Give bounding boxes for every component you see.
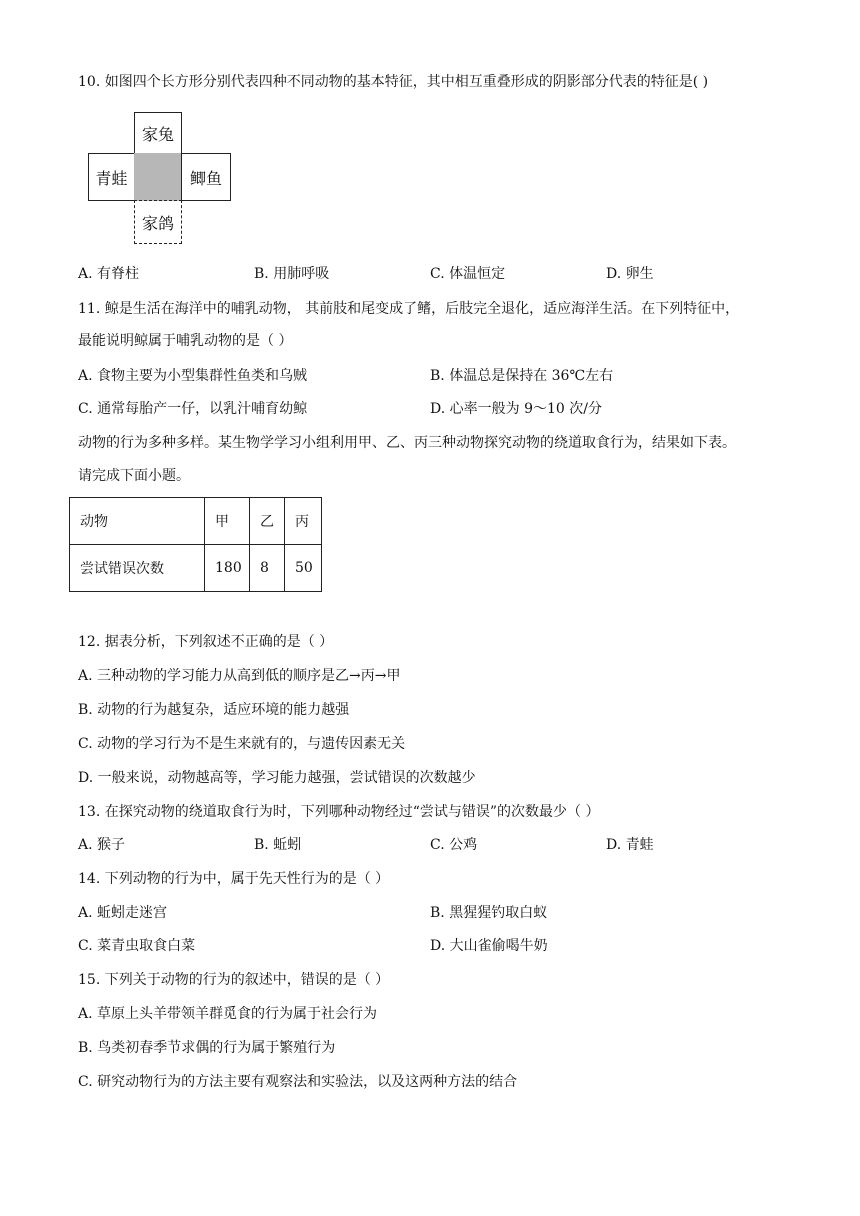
q13-option-d: D. 青蛙 (606, 837, 654, 853)
intro-line1: 动物的行为多种多样。某生物学学习小组利用甲、乙、丙三种动物探究动物的绕道取食行为，结果如下表。 (78, 435, 736, 451)
diagram-right-box: 鲫鱼 (181, 153, 231, 201)
q10-stem: 10. 如图四个长方形分别代表四种不同动物的基本特征，其中相互重叠形成的阴影部分代表的特征是( ) (78, 74, 709, 90)
table-header-cell: 丙 (285, 498, 322, 545)
diagram-bottom-box: 家鸽 (134, 200, 182, 244)
q14-option-c: C. 菜青虫取食白菜 (78, 938, 196, 954)
q12-option-d: D. 一般来说，动物越高等，学习能力越强，尝试错误的次数越少 (78, 770, 476, 786)
intro-line2: 请完成下面小题。 (78, 468, 190, 484)
q13-option-a: A. 猴子 (78, 837, 126, 853)
q10-option-a: A. 有脊柱 (78, 266, 140, 282)
q11-option-b: B. 体温总是保持在 36℃左右 (430, 368, 614, 384)
q14-stem: 14. 下列动物的行为中，属于先天性行为的是（ ） (78, 871, 390, 887)
q11-stem-line2: 最能说明鲸属于哺乳动物的是（ ） (78, 333, 293, 349)
table-header-row (70, 498, 322, 545)
table-row (70, 545, 322, 592)
q15-option-b: B. 鸟类初春季节求偶的行为属于繁殖行为 (78, 1040, 336, 1056)
q10-option-c: C. 体温恒定 (430, 266, 506, 282)
diagram-shaded-overlap (134, 153, 182, 201)
q10-option-b: B. 用肺呼吸 (254, 266, 330, 282)
q11-option-c: C. 通常每胎产一仔，以乳汁哺育幼鲸 (78, 401, 308, 417)
q10-option-d: D. 卵生 (606, 266, 654, 282)
results-table (69, 497, 322, 592)
q13-option-c: C. 公鸡 (430, 837, 478, 853)
q11-option-a: A. 食物主要为小型集群性鱼类和乌贼 (78, 368, 308, 384)
q12-option-c: C. 动物的学习行为不是生来就有的，与遗传因素无关 (78, 736, 406, 752)
q14-option-a: A. 蚯蚓走迷宫 (78, 905, 168, 921)
q15-option-c: C. 研究动物行为的方法主要有观察法和实验法，以及这两种方法的结合 (78, 1074, 518, 1090)
table-cell: 8 (250, 545, 285, 592)
q14-option-b: B. 黑猩猩钓取白蚁 (430, 905, 548, 921)
q15-option-a: A. 草原上头羊带领羊群觅食的行为属于社会行为 (78, 1006, 378, 1022)
q12-option-a: A. 三种动物的学习能力从高到低的顺序是乙→丙→甲 (78, 668, 401, 684)
q11-option-d: D. 心率一般为 9～10 次/分 (430, 401, 602, 417)
table-header-cell: 乙 (250, 498, 285, 545)
q12-stem: 12. 据表分析，下列叙述不正确的是（ ） (78, 634, 334, 650)
q13-option-b: B. 蚯蚓 (254, 837, 302, 853)
q12-option-b: B. 动物的行为越复杂，适应环境的能力越强 (78, 702, 350, 718)
table-cell: 180 (205, 545, 250, 592)
diagram-top-box: 家兔 (134, 112, 182, 154)
table-cell: 尝试错误次数 (70, 545, 205, 592)
q14-option-d: D. 大山雀偷喝牛奶 (430, 938, 548, 954)
q15-stem: 15. 下列关于动物的行为的叙述中，错误的是（ ） (78, 972, 390, 988)
table-cell: 50 (285, 545, 322, 592)
q11-stem-line1: 11. 鲸是生活在海洋中的哺乳动物， 其前肢和尾变成了鳍，后肢完全退化，适应海洋生活。在下列特征中， (78, 301, 740, 317)
table-header-cell: 甲 (205, 498, 250, 545)
venn-diagram (88, 112, 232, 244)
table-header-cell: 动物 (70, 498, 205, 545)
q13-stem: 13. 在探究动物的绕道取食行为时，下列哪种动物经过“尝试与错误”的次数最少（ ） (78, 804, 600, 820)
diagram-left-box: 青蛙 (88, 153, 135, 201)
